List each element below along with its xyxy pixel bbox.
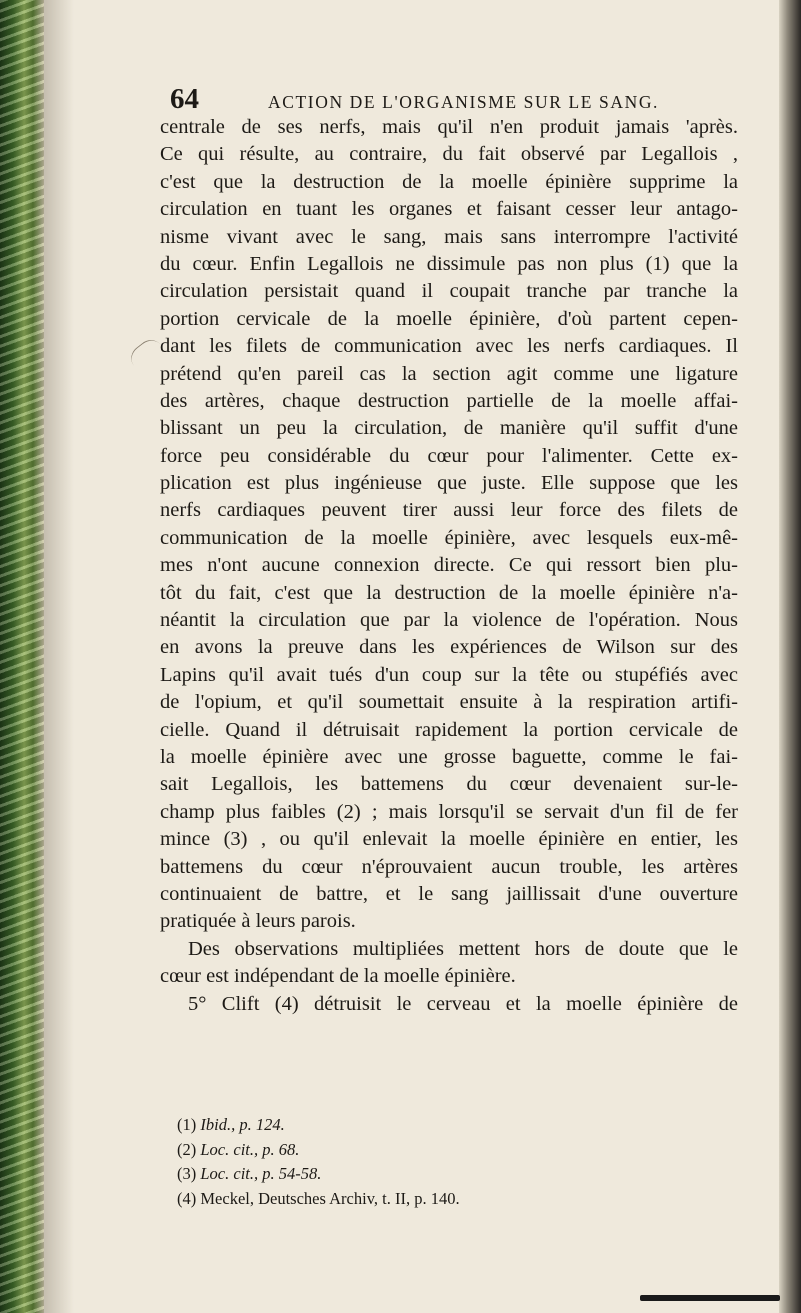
text-line: tôt du fait, c'est que la destruction de la moelle épinière n'a- — [160, 581, 738, 604]
footnote-text: Ibid., p. 124. — [200, 1115, 285, 1134]
footnote-marker: (4) — [177, 1188, 197, 1208]
text-line: prétend qu'en pareil cas la section agit comme une ligature — [160, 362, 738, 385]
footnote — [177, 1162, 637, 1187]
footnote-text: Meckel, Deutsches Archiv, t. II, p. 140. — [200, 1188, 460, 1208]
footnote-marker: (1) — [177, 1115, 197, 1134]
text-line: plication est plus ingénieuse que juste. Elle suppose que les — [160, 472, 738, 495]
text-line: en avons la preuve dans les expériences de Wilson sur des — [160, 636, 738, 659]
text-line: nisme vivant avec le sang, mais sans interrompre l'activité — [160, 225, 738, 248]
footnote-marker: (3) — [177, 1164, 197, 1183]
text-line: dant les filets de communication avec les nerfs cardiaques. Il — [160, 335, 738, 358]
text-line: mes n'ont aucune connexion directe. Ce qui ressort bien plu- — [160, 554, 738, 577]
book-binding-left — [0, 0, 44, 1313]
running-title: ACTION DE L'ORGANISME SUR LE SANG. — [268, 92, 660, 112]
text-line: c'est que la destruction de la moelle épinière supprime la — [160, 170, 738, 193]
text-line: communication de la moelle épinière, avec lesquels eux-mê- — [160, 526, 738, 549]
text-line: continuaient de battre, et le sang jaillissait d'une ouverture — [160, 882, 738, 905]
text-line: du cœur. Enfin Legallois ne dissimule pas non plus (1) que la — [160, 252, 738, 275]
page-number: 64 — [170, 83, 199, 115]
text-line: nerfs cardiaques peuvent tirer aussi leur force des filets de — [160, 499, 738, 522]
text-line: champ plus faibles (2) ; mais lorsqu'il se servait d'un fil de fer — [160, 800, 738, 823]
footnote-text: Loc. cit., p. 54-58. — [200, 1164, 322, 1183]
footnote-text: Loc. cit., p. 68. — [200, 1139, 300, 1159]
footnote — [177, 1113, 637, 1138]
text-line: cœur est indépendant de la moelle épinière. — [160, 965, 516, 988]
text-line: 5° Clift (4) détruisit le cerveau et la moelle épinière de — [188, 992, 738, 1015]
text-line: battemens du cœur n'éprouvaient aucun trouble, les artères — [160, 855, 738, 878]
text-line: sait Legallois, les battemens du cœur devenaient sur-le- — [160, 773, 738, 796]
text-line: force peu considérable du cœur pour l'alimenter. Cette ex- — [160, 444, 738, 467]
footnote-marker: (2) — [177, 1139, 197, 1159]
page-edge-bottom — [640, 1295, 780, 1301]
text-line: blissant un peu la circulation, de manière qu'il suffit d'une — [160, 417, 738, 440]
text-line: Ce qui résulte, au contraire, du fait observé par Legallois , — [160, 143, 738, 166]
text-line: la moelle épinière avec une grosse baguette, comme le fai- — [160, 745, 738, 768]
text-line: centrale de ses nerfs, mais qu'il n'en produit jamais 'après. — [160, 116, 738, 138]
gutter-shadow — [44, 0, 74, 1313]
text-line: des artères, chaque destruction partielle de la moelle affai- — [160, 389, 738, 412]
text-line: pratiquée à leurs parois. — [160, 910, 356, 933]
footnote — [177, 1187, 637, 1212]
text-line: mince (3) , ou qu'il enlevait la moelle épinière en entier, les — [160, 828, 738, 851]
body-text — [160, 114, 738, 1018]
text-line: de l'opium, et qu'il soumettait ensuite à la respiration artifi- — [160, 691, 738, 714]
text-line: cielle. Quand il détruisait rapidement la portion cervicale de — [160, 718, 738, 741]
text-line: circulation persistait quand il coupait tranche par tranche la — [160, 280, 738, 303]
text-line: portion cervicale de la moelle épinière, d'où partent cepen- — [160, 307, 738, 330]
text-line: néantit la circulation que par la violence de l'opération. Nous — [160, 609, 738, 632]
footnote — [177, 1138, 637, 1163]
text-line: circulation en tuant les organes et faisant cesser leur antago- — [160, 198, 738, 221]
text-line: Lapins qu'il avait tués d'un coup sur la tête ou stupéfiés avec — [160, 663, 738, 686]
page-edge-right — [779, 0, 801, 1313]
footnotes — [177, 1113, 637, 1211]
text-line: Des observations multipliées mettent hors de doute que le — [188, 937, 738, 960]
